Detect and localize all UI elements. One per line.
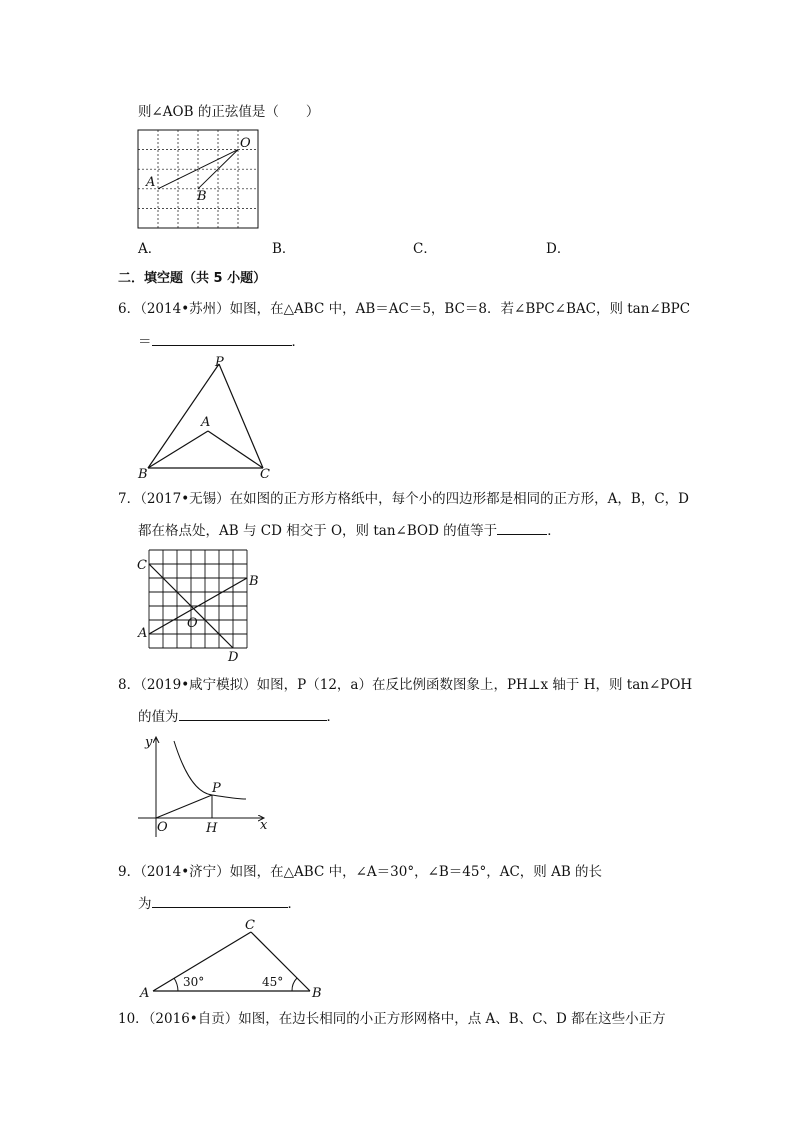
q7-label-a: A	[138, 626, 148, 641]
q8-label-p: P	[212, 781, 221, 796]
q8-line1: 8．（2019•咸宁模拟）如图，P（12，a）在反比例函数图象上，PH⊥x 轴于 H，则 tan∠POH	[118, 677, 693, 693]
q6-answer-blank	[152, 332, 292, 346]
q6-label-p: P	[215, 355, 224, 370]
q6-line1: 6．（2014•苏州）如图，在△ABC 中，AB＝AC＝5，BC＝8．若∠BPC∠BAC，则 tan∠BPC	[118, 301, 691, 317]
q8-line2	[138, 707, 340, 726]
q8-answer-blank	[179, 707, 327, 721]
q6-label-b: B	[138, 467, 148, 482]
q7-line2-text: 都在格点处，AB 与 CD 相交于 O，则 tan∠BOD 的值等于	[138, 523, 498, 539]
q5-option-a: A．	[138, 241, 162, 257]
q9-label-c: C	[245, 918, 255, 933]
q8-label-o: O	[157, 820, 168, 835]
q9-label-b: B	[312, 986, 322, 1001]
q8-label-x: x	[260, 818, 268, 833]
q7-grid-figure	[135, 545, 265, 665]
q5-stem: 则∠AOB 的正弦值是（ ）	[138, 104, 320, 120]
q8-line2-text: 的值为	[138, 709, 179, 725]
q9-triangle-figure	[138, 915, 328, 1000]
q5-label-a: A	[146, 175, 156, 190]
q7-label-c: C	[137, 558, 147, 573]
q6-label-c: C	[260, 467, 270, 482]
q7-line2	[138, 521, 561, 540]
q6-equals: ＝	[138, 334, 152, 350]
q10-line1: 10．（2016•自贡）如图，在边长相同的小正方形网格中，点 A、B、C、D 都在这些小正方	[118, 1011, 666, 1027]
q7-label-d: D	[228, 650, 239, 665]
q5-label-o: O	[240, 136, 251, 151]
q9-line1: 9．（2014•济宁）如图，在△ABC 中，∠A＝30°，∠B＝45°，AC，则 AB 的长	[118, 864, 603, 880]
q9-line2	[138, 894, 301, 913]
section-title: 二．填空题（共 5 小题）	[118, 271, 267, 286]
q9-angle-b-label: 45°	[262, 975, 284, 989]
q7-answer-blank	[497, 521, 547, 535]
q5-label-b: B	[197, 189, 207, 204]
q5-option-d: D．	[546, 241, 571, 257]
q9-line2-text: 为	[138, 896, 152, 912]
q6-line2	[138, 332, 305, 351]
q9-label-a: A	[140, 986, 150, 1001]
q8-period: ．	[326, 709, 340, 725]
q8-label-h: H	[206, 821, 218, 836]
q5-grid-figure	[138, 130, 260, 230]
q6-period: ．	[291, 334, 305, 350]
q8-label-y: y	[145, 735, 153, 750]
q6-triangle-figure	[136, 354, 276, 480]
q7-label-o: O	[187, 616, 198, 631]
q6-label-a: A	[201, 415, 211, 430]
q5-option-c: C．	[413, 241, 437, 257]
q9-angle-a-label: 30°	[183, 975, 205, 989]
q7-line1: 7．（2017•无锡）在如图的正方形方格纸中，每个小的四边形都是相同的正方形，A，B，C，D	[118, 491, 689, 507]
q7-period: ．	[547, 523, 561, 539]
q9-answer-blank	[152, 894, 288, 908]
q8-graph-figure	[136, 733, 276, 838]
q5-option-b: B．	[272, 241, 296, 257]
q9-period: ．	[287, 896, 301, 912]
q7-label-b: B	[249, 574, 259, 589]
